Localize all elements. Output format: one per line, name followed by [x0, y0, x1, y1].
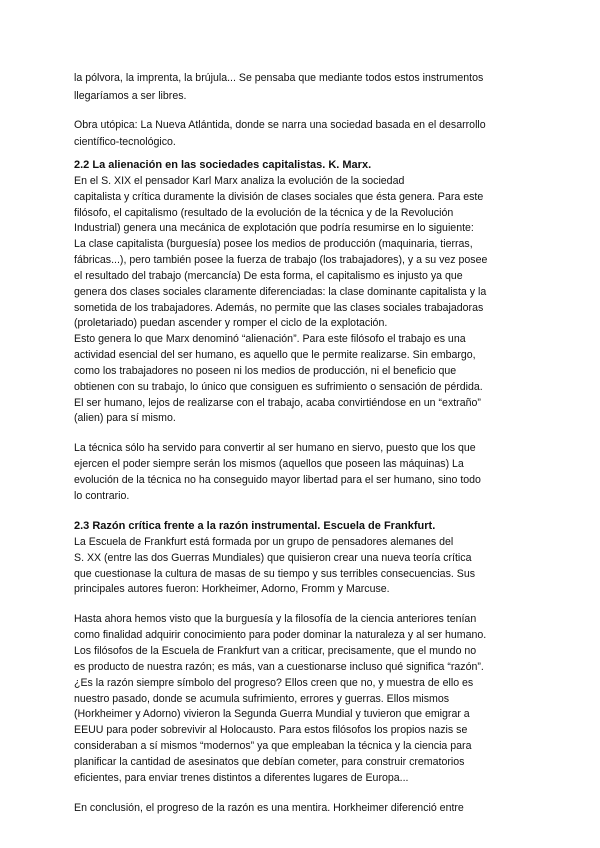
text-line: genera dos clases sociales claramente diferenciadas: la clase dominante capitalista y la: [74, 286, 487, 298]
text-line: En conclusión, el progreso de la razón es una mentira. Horkheimer diferenció entre: [74, 802, 464, 814]
text-line: científico-tecnológico.: [74, 136, 176, 148]
text-line: principales autores fueron: Horkheimer, Adorno, Fromm y Marcuse.: [74, 583, 390, 595]
section-heading: 2.2 La alienación en las sociedades capitalistas. K. Marx.: [74, 159, 372, 171]
text-line: llegaríamos a ser libres.: [74, 90, 187, 102]
text-line: la pólvora, la imprenta, la brújula... Se pensaba que mediante todos estos instrumentos: [74, 72, 484, 84]
text-line: planificar la cantidad de asesinatos que debían cometer, para construir crematorios: [74, 756, 465, 768]
text-line: Esto genera lo que Marx denominó “alienación”. Para este filósofo el trabajo es una: [74, 333, 466, 345]
text-line: el resultado del trabajo (mercancía) De esta forma, el capitalismo es injusto ya que: [74, 270, 463, 282]
text-line: lo contrario.: [74, 490, 130, 502]
text-line: nuestro pasado, donde se acumula sufrimiento, errores y guerras. Ellos mismos: [74, 693, 450, 705]
text-line: En el S. XIX el pensador Karl Marx analiza la evolución de la sociedad: [74, 175, 405, 187]
text-line: La técnica sólo ha servido para convertir al ser humano en siervo, puesto que los que: [74, 442, 476, 454]
section-heading: 2.3 Razón crítica frente a la razón instrumental. Escuela de Frankfurt.: [74, 520, 436, 532]
text-line: fábricas...), pero también posee la fuerza de trabajo (los trabajadores), y a su vez posee: [74, 254, 488, 266]
text-line: que cuestionase la cultura de masas de su tiempo y sus terribles consecuencias. Sus: [74, 568, 476, 580]
text-line: S. XX (entre las dos Guerras Mundiales) que quisieron crear una nueva teoría crítica: [74, 552, 472, 564]
text-line: como los trabajadores no poseen ni los medios de producción, ni el beneficio que: [74, 365, 457, 377]
text-line: EEUU para poder sobrevivir al Holocausto. Para estos filósofos los propios nazis se: [74, 724, 468, 736]
text-line: eficientes, para enviar trenes distintos a diferentes lugares de Europa...: [74, 772, 409, 784]
text-line: evolución de la técnica no ha conseguido mayor libertad para el ser humano, sino todo: [74, 474, 481, 486]
text-line: Obra utópica: La Nueva Atlántida, donde se narra una sociedad basada en el desarrollo: [74, 119, 486, 131]
text-line: ¿Es la razón siempre símbolo del progreso? Ellos creen que no, y muestra de ello es: [74, 677, 474, 689]
text-line: ejercen el poder siempre serán los mismos (aquellos que poseen las máquinas) La: [74, 458, 464, 470]
text-line: Industrial) genera una mecánica de explotación que podría resumirse en lo siguiente:: [74, 222, 474, 234]
text-line: capitalista y crítica duramente la división de clases sociales que ésta genera. Para este: [74, 191, 484, 203]
text-line: La Escuela de Frankfurt está formada por un grupo de pensadores alemanes del: [74, 536, 454, 548]
text-line: sometida de los trabajadores. Además, no permite que las clases sociales trabajadoras: [74, 302, 484, 314]
text-line: (proletariado) puedan ascender y romper el ciclo de la explotación.: [74, 317, 388, 329]
text-line: obtienen con su trabajo, lo único que consiguen es sufrimiento o sensación de pérdida.: [74, 381, 483, 393]
text-line: consideraban a sí mismos “modernos” ya que empleaban la técnica y la ciencia para: [74, 740, 472, 752]
text-line: como finalidad adquirir conocimiento para poder dominar la naturaleza y al ser humano.: [74, 629, 487, 641]
text-line: actividad esencial del ser humano, es aquello que le permite realizarse. Sin embargo,: [74, 349, 476, 361]
text-line: es producto de nuestra razón; es más, van a cuestionarse incluso qué significa “razón”.: [74, 661, 484, 673]
text-line: Los filósofos de la Escuela de Frankfurt van a criticar, precisamente, que el mundo no: [74, 645, 477, 657]
text-line: filósofo, el capitalismo (resultado de la evolución de la técnica y de la Revolución: [74, 207, 454, 219]
text-line: El ser humano, lejos de realizarse con el trabajo, acaba convirtiéndose en un “extraño”: [74, 397, 481, 409]
text-line: Hasta ahora hemos visto que la burguesía y la filosofía de la ciencia anteriores tenían: [74, 613, 477, 625]
text-line: La clase capitalista (burguesía) posee los medios de producción (maquinaria, tierras,: [74, 238, 473, 250]
text-line: (Horkheimer y Adorno) vivieron la Segunda Guerra Mundial y tuvieron que emigrar a: [74, 708, 470, 720]
text-line: (alien) para sí mismo.: [74, 412, 176, 424]
